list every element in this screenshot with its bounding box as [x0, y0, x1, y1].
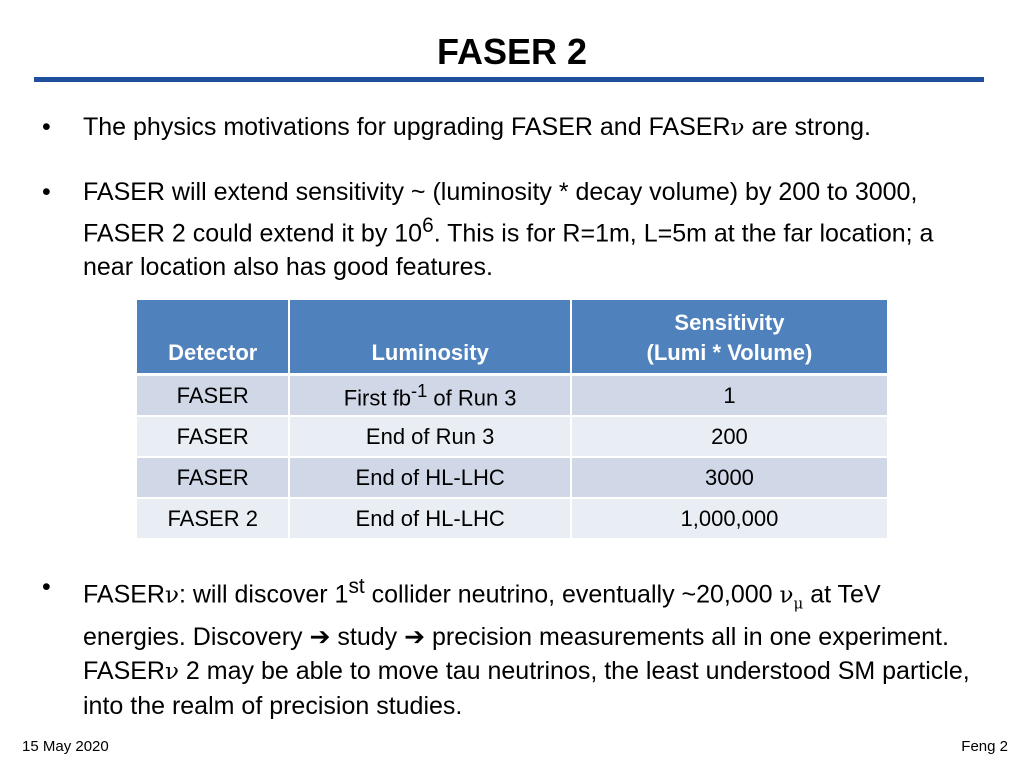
table-row	[137, 375, 887, 417]
cell-luminosity: First $fb^{-1}$ of Run 3	[289, 375, 570, 417]
superscript: st	[348, 575, 365, 598]
bullet-text: The physics motivations for upgrading FASER and FASERν are strong.	[83, 113, 871, 141]
table-row	[137, 457, 887, 498]
nu-symbol: ν	[164, 659, 179, 686]
footer-author-page: Feng 2	[961, 738, 1008, 755]
bullet-physics-motivation	[42, 110, 982, 145]
superscript: 6	[422, 214, 434, 237]
header-sensitivity: Sensitivity (Lumi * Volume)	[571, 300, 887, 375]
cell-luminosity: End of HL-LHC	[289, 498, 570, 539]
bullet-marker: •	[42, 178, 51, 206]
arrow-icon: ➔	[309, 623, 331, 652]
header-detector: Detector	[137, 300, 289, 375]
cell-detector: FASER 2	[137, 498, 289, 539]
nu-symbol: ν	[164, 582, 179, 609]
nu-symbol: ν	[730, 115, 745, 141]
table-row	[137, 498, 887, 539]
arrow-icon: ➔	[404, 623, 426, 652]
cell-detector: FASER	[137, 416, 289, 457]
cell-sensitivity: 200	[571, 416, 887, 457]
bullet-text: FASERν: will discover 1st collider neutrino, eventually ~20,000 $\nu_\mu$ at TeV energies. Discovery ➔ study ➔ precision measurements all in one experiment. FASERν 2 may be able to move tau neutrinos, the least understood SM particle, into the realm of precision studies.	[83, 575, 970, 721]
bullet-faser-nu	[42, 570, 982, 723]
cell-luminosity: End of HL-LHC	[289, 457, 570, 498]
sensitivity-table	[137, 300, 887, 540]
table-row	[137, 416, 887, 457]
cell-detector: FASER	[137, 457, 289, 498]
cell-sensitivity: 3000	[571, 457, 887, 498]
cell-sensitivity: 1,000,000	[571, 498, 887, 539]
mu-subscript: μ	[793, 594, 804, 613]
table-header-row	[137, 300, 887, 375]
bullet-sensitivity	[42, 175, 982, 284]
header-luminosity: Luminosity	[289, 300, 570, 375]
bullet-text: FASER will extend sensitivity ~ (luminosity * decay volume) by 200 to 3000, FASER 2 could extend it by $10^6$. This is for R=1m, L=5m at the far location; a near location also has good features.	[83, 178, 934, 282]
cell-detector: FASER	[137, 375, 289, 417]
cell-sensitivity: 1	[571, 375, 887, 417]
title-underline	[34, 77, 984, 82]
cell-luminosity: End of Run 3	[289, 416, 570, 457]
slide-title: FASER 2	[436, 31, 588, 72]
bullet-marker: •	[42, 573, 51, 601]
footer-date: 15 May 2020	[22, 738, 109, 755]
nu-symbol: ν	[779, 582, 794, 609]
bullet-marker: •	[42, 113, 51, 141]
